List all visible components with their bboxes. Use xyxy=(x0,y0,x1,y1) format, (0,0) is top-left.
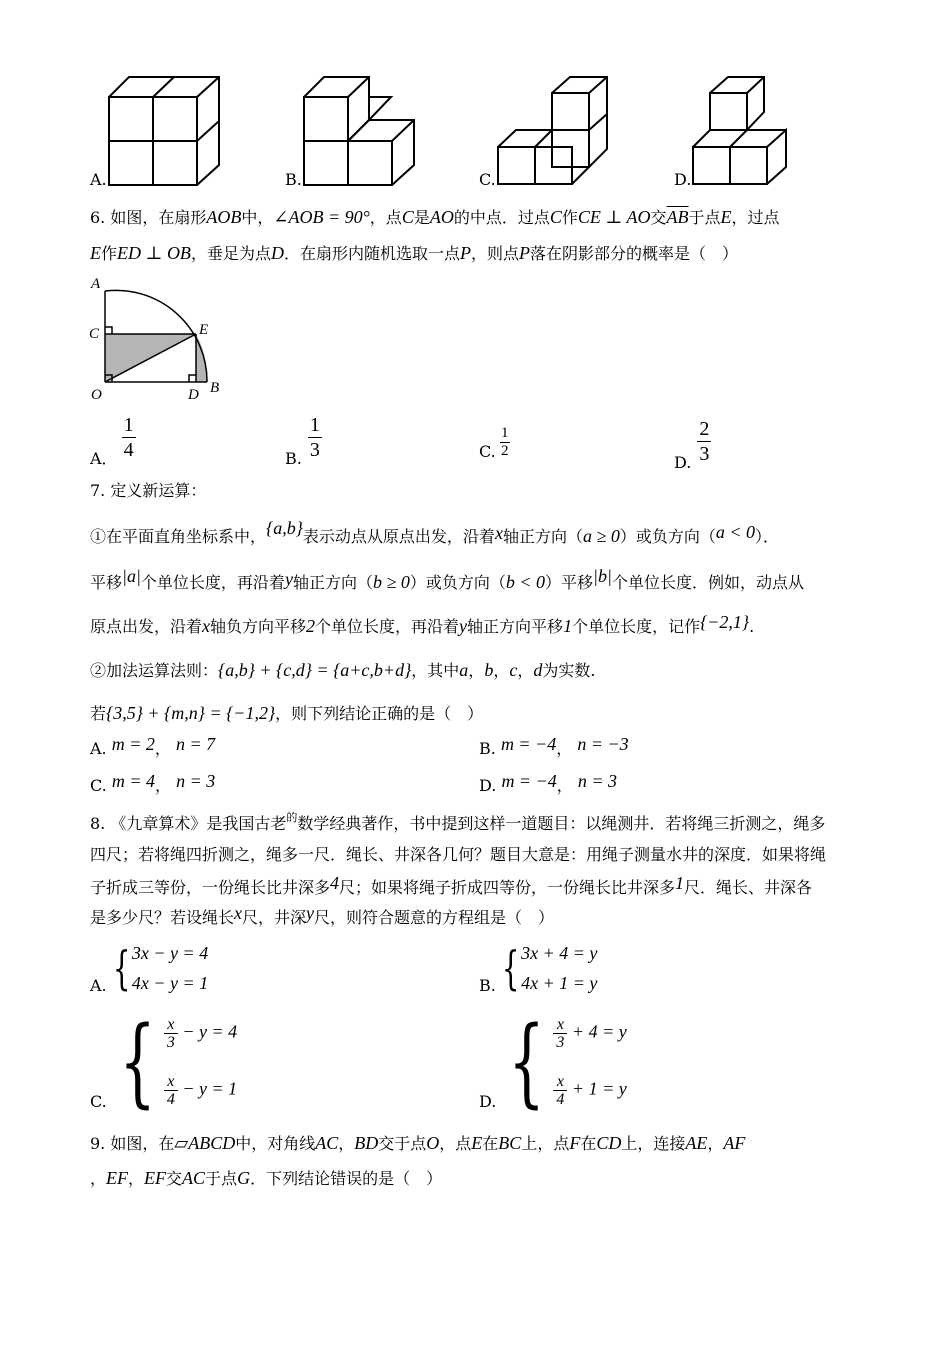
q6-option-b[interactable]: B. $\frac{1}{3}$ xyxy=(285,414,320,468)
q8-option-d[interactable]: D. { $\frac{x}{3}$ + 4 = y $\frac{x}{4}$ + 1 = y xyxy=(479,1006,627,1118)
q6-option-c[interactable]: C. $\frac{1}{2}$ xyxy=(479,425,509,461)
option-c-label: C. xyxy=(479,170,496,189)
q9-stem-line1: 9. 如图，在▱ABCD中，对角线AC，BD交于点O，点E在BC上，点F在CD上，连接AE，AF xyxy=(90,1133,746,1153)
q6-stem-line2: E作ED ⊥ OB，垂足为点D．在扇形内随机选取一点P，则点P落在阴影部分的概率是（ ） xyxy=(90,243,738,263)
q8-option-a[interactable]: A. { 3x − y = 4 4x − y = 1 xyxy=(90,938,208,998)
fraction: $\frac{1}{2}$ xyxy=(501,425,509,459)
q8-option-b[interactable]: B. { 3x + 4 = y 4x + 1 = y xyxy=(479,938,597,998)
label-O: O xyxy=(91,387,102,403)
fraction: $\frac{2}{3}$ xyxy=(699,418,710,465)
cube-stack-b xyxy=(303,76,415,186)
option-b-label: B. xyxy=(285,170,302,189)
q7-option-b[interactable]: B. m = −4， n = −3 xyxy=(479,734,629,758)
q7-title: 7. 定义新运算： xyxy=(90,481,207,500)
q7-option-a[interactable]: A. m = 2， n = 7 xyxy=(90,734,216,758)
equation-system: { 3x − y = 4 4x − y = 1 xyxy=(112,941,209,995)
label-B: B xyxy=(210,380,220,396)
label-C: C xyxy=(89,326,100,342)
q5-figure-c xyxy=(497,76,609,190)
equation-system: { $\frac{x}{3}$ − y = 4 $\frac{x}{4}$ − y = 1 xyxy=(118,1006,238,1118)
q8-stem-line2: 四尺；若将绳四折测之，绳多一尺．绳长、井深各几何？题目大意是：用绳子测量水井的深度．如果将绳 xyxy=(90,845,827,864)
q5-figure-b xyxy=(303,76,415,190)
q8-option-c[interactable]: C. { $\frac{x}{3}$ − y = 4 $\frac{x}{4}$ − y = 1 xyxy=(90,1006,238,1118)
q7-paragraph-1: ①在平面直角坐标系中，{a,b}表示动点从原点出发，沿着x轴正方向（a ≥ 0）或负方向（a < 0）． xyxy=(90,518,780,546)
q5-figure-d xyxy=(692,76,792,190)
label-A: A xyxy=(91,276,101,292)
q6-option-a[interactable]: A． $\frac{1}{4}$ xyxy=(90,414,134,468)
label-E: E xyxy=(199,322,209,338)
fraction: $\frac{1}{3}$ xyxy=(309,414,320,461)
cube-stack-a xyxy=(108,76,220,186)
q8-stem-line3: 子折成三等份，一份绳长比井深多4尺；如果将绳子折成四等份，一份绳长比井深多1尺．绳长、井深各 xyxy=(90,873,813,897)
q7-option-c[interactable]: C. m = 4， n = 3 xyxy=(90,771,216,795)
fraction: $\frac{1}{4}$ xyxy=(123,414,134,461)
cube-stack-c xyxy=(497,76,609,186)
q6-sector-figure xyxy=(86,272,226,408)
equation-system: { $\frac{x}{3}$ + 4 = y $\frac{x}{4}$ + 1 = y xyxy=(508,1006,627,1118)
q8-stem-line1: 8. 《九章算术》是我国古老$^的$数学经典著作，书中提到这样一道题目：以绳测井．若将绳三折测之，绳多 xyxy=(90,811,826,833)
sector-diagram xyxy=(86,272,226,404)
q7-paragraph-4: ②加法运算法则：{a,b} + {c,d} = {a+c,b+d}，其中a，b，c，d为实数. xyxy=(90,660,596,680)
option-a-label: A. xyxy=(90,170,107,189)
q6-option-d[interactable]: D. $\frac{2}{3}$ xyxy=(674,418,710,472)
q7-paragraph-2: 平移|a|个单位长度，再沿着y轴正方向（b ≥ 0）或负方向（b < 0）平移|b|个单位长度．例如，动点从 xyxy=(90,566,804,592)
option-d-label: D. xyxy=(674,170,692,189)
q7-option-d[interactable]: D. m = −4， n = 3 xyxy=(479,771,617,795)
q8-stem-line4: 是多少尺？若设绳长x尺，井深y尺，则符合题意的方程组是（ ） xyxy=(90,903,555,927)
q7-paragraph-5: 若{3,5} + {m,n} = {−1,2}，则下列结论正确的是（ ） xyxy=(90,703,484,723)
q9-stem-line2: ，EF，EF交AC于点G．下列结论错误的是（ ） xyxy=(90,1168,443,1188)
q6-stem-line1: 6. 如图，在扇形AOB中，∠AOB = 90°，点C是AO的中点．过点C作CE ⊥ AO交$\overline{AB}$于点E，过点 xyxy=(90,207,780,227)
label-D: D xyxy=(188,387,199,403)
cube-stack-d xyxy=(692,76,792,186)
q5-figure-a xyxy=(108,76,220,190)
equation-system: { 3x + 4 = y 4x + 1 = y xyxy=(501,941,598,995)
q7-paragraph-3: 原点出发，沿着x轴负方向平移2个单位长度，再沿着y轴正方向平移1个单位长度，记作{−2,1}. xyxy=(90,612,755,636)
